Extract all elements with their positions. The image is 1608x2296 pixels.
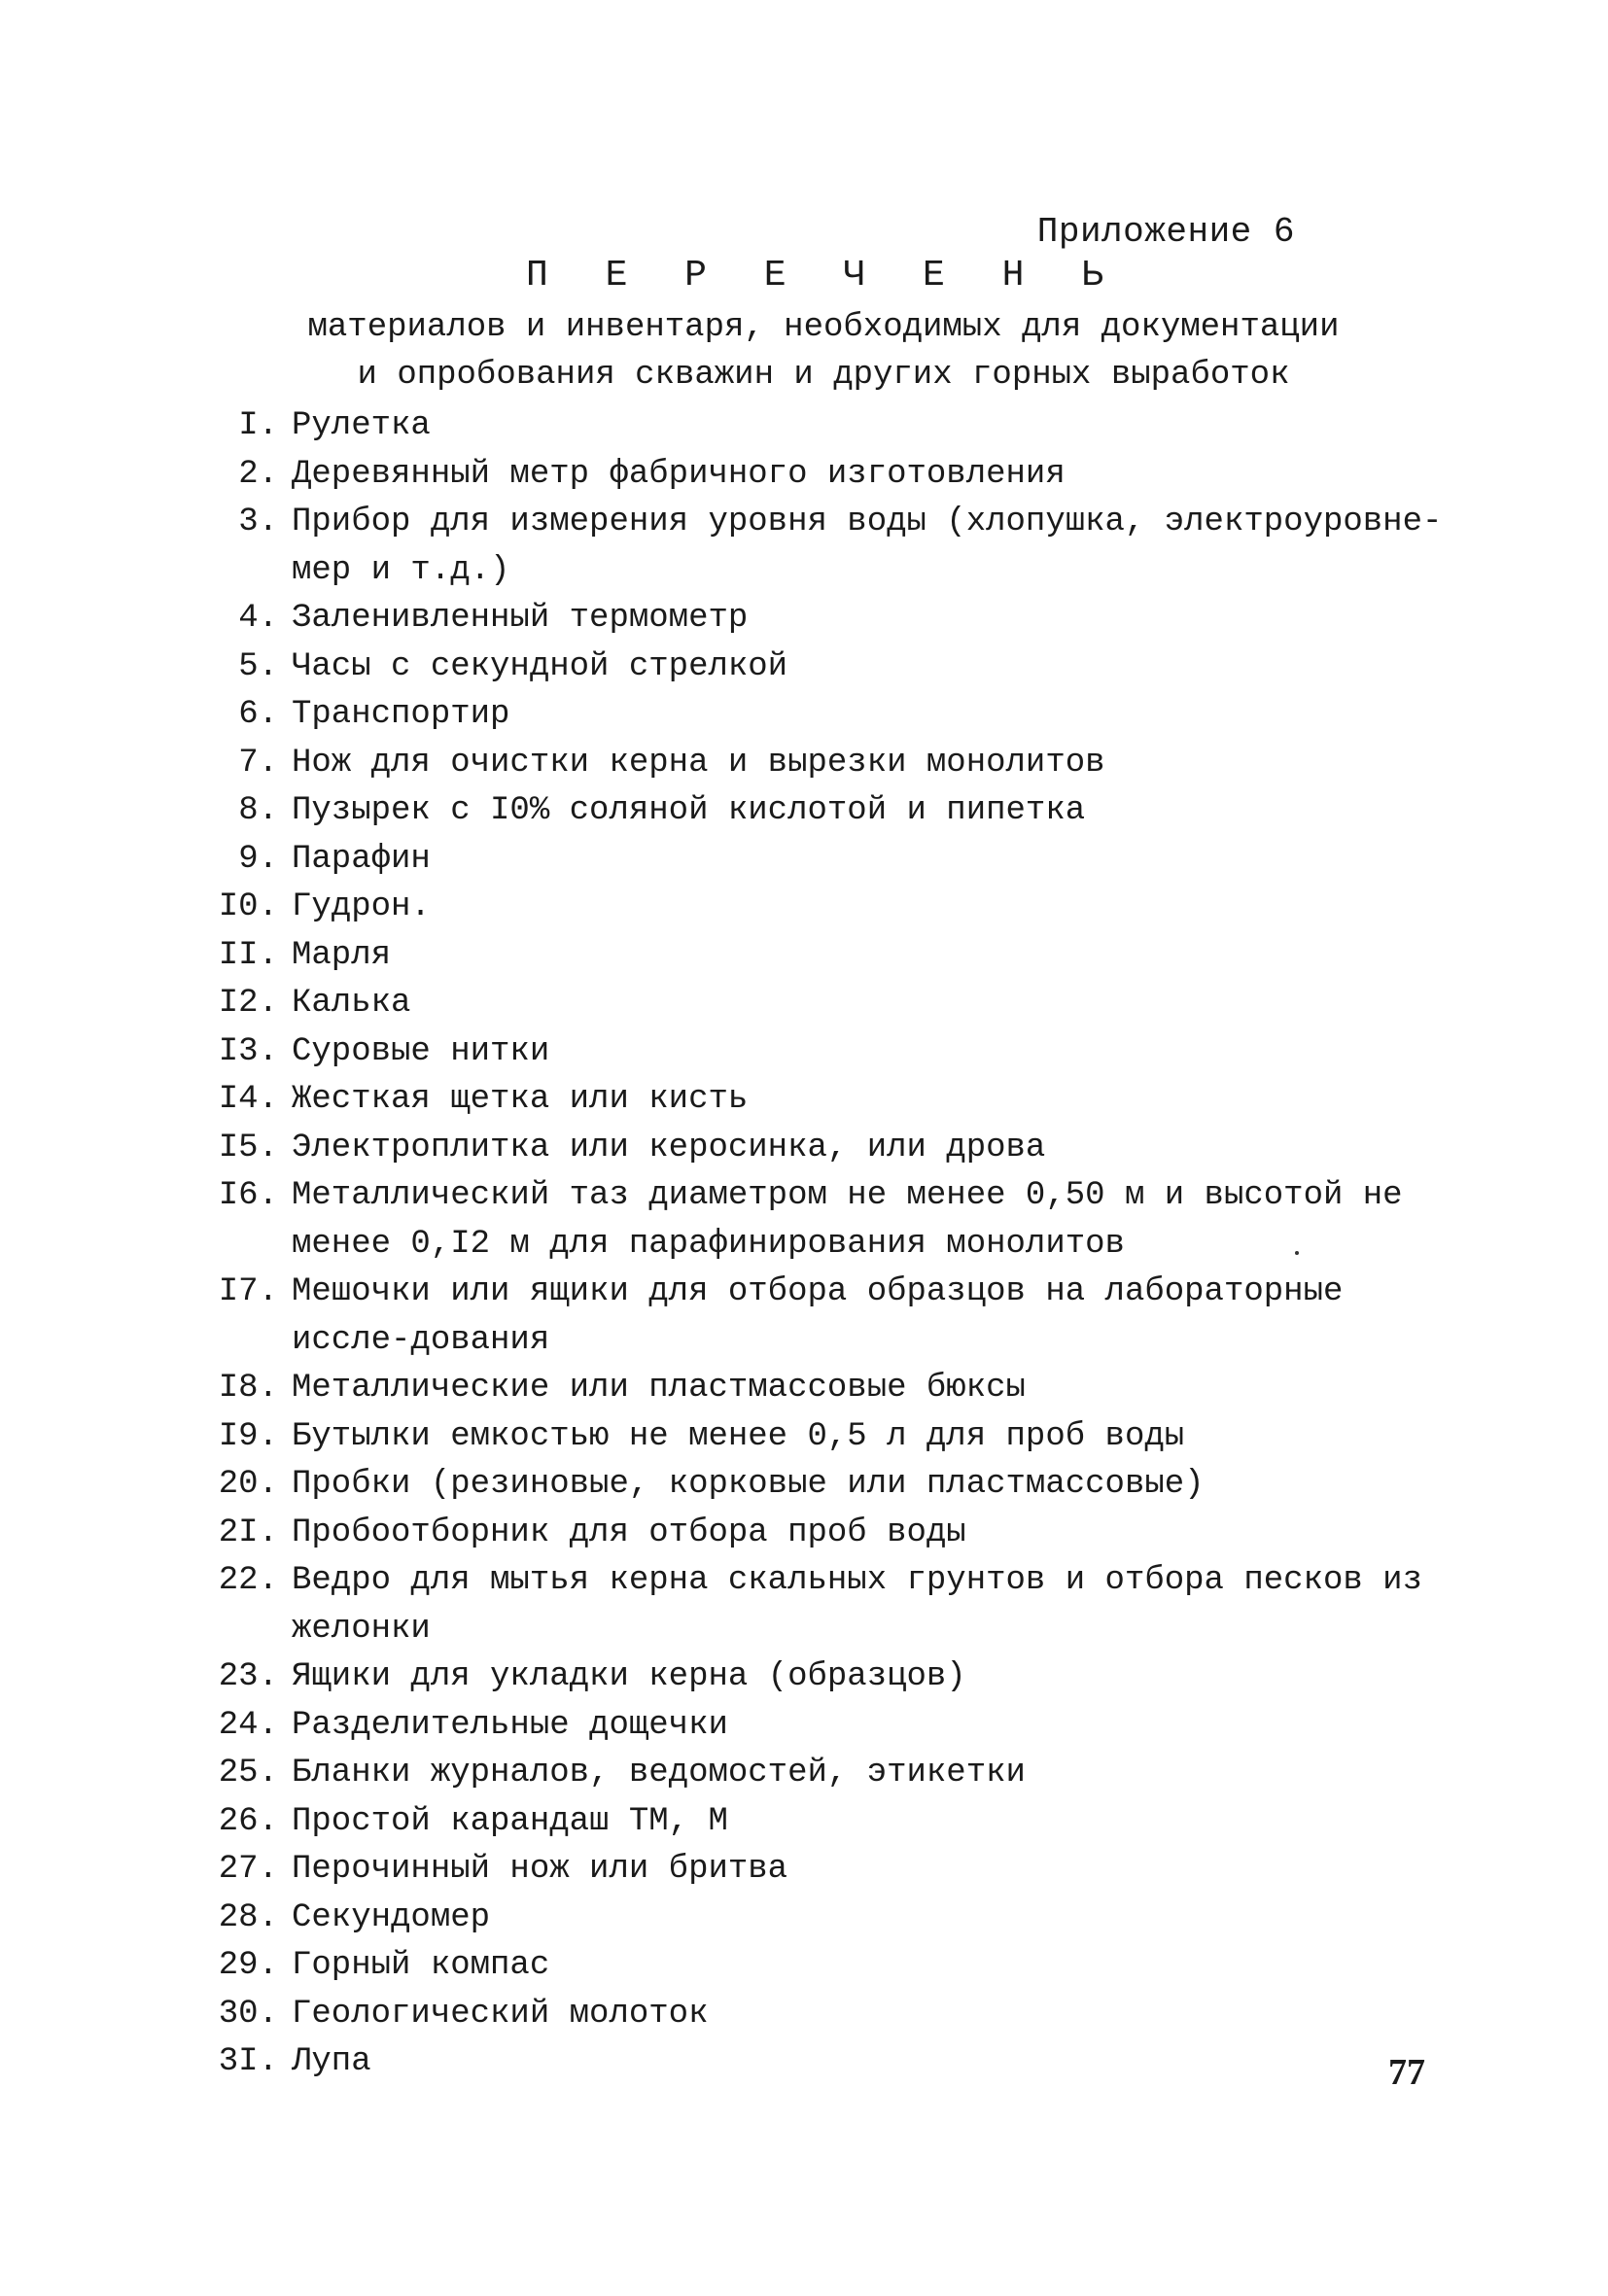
item-text: Ящики для укладки керна (образцов) — [292, 1658, 966, 1695]
item-text: Рулетка — [292, 407, 431, 444]
item-text: Нож для очистки керна и вырезки монолитов — [292, 744, 1105, 782]
list-item — [194, 1076, 1458, 1125]
list-item — [194, 787, 1458, 836]
materials-list — [194, 402, 1458, 2087]
item-number: 9. — [238, 840, 278, 878]
item-text: Секундомер — [292, 1898, 491, 1936]
item-text: Калька — [292, 985, 411, 1022]
list-item — [194, 1702, 1458, 1751]
list-item — [194, 451, 1458, 500]
list-item — [194, 1028, 1458, 1077]
item-number: 2. — [238, 455, 278, 493]
item-text: Жесткая щетка или кисть — [292, 1081, 749, 1118]
item-number: 24. — [218, 1706, 278, 1744]
item-text: Пузырек с I0% соляной кислотой и пипетка — [292, 792, 1086, 829]
item-number: 3I. — [218, 2043, 278, 2080]
list-item — [194, 1653, 1458, 1702]
list-item — [194, 644, 1458, 692]
list-item — [194, 1798, 1458, 1847]
item-number: I. — [238, 407, 278, 444]
item-number: I9. — [218, 1417, 278, 1455]
list-item — [194, 932, 1458, 981]
list-item — [194, 1846, 1458, 1895]
item-number: 7. — [238, 744, 278, 782]
list-item — [194, 2038, 1458, 2087]
item-number: 28. — [218, 1898, 278, 1936]
list-item — [194, 1413, 1458, 1462]
list-item — [194, 740, 1458, 788]
item-text: Транспортир — [292, 696, 510, 733]
item-number: I4. — [218, 1081, 278, 1118]
list-item — [194, 1991, 1458, 2039]
item-number: 5. — [238, 647, 278, 685]
subtitle-line-2: и опробования скважин и других горных выработок — [357, 357, 1290, 394]
item-text: Гудрон. — [292, 888, 431, 925]
item-text: Пробки (резиновые, корковые или пластмассовые) — [292, 1466, 1205, 1503]
item-text: Деревянный метр фабричного изготовления — [292, 455, 1066, 493]
scan-speck — [1295, 1251, 1299, 1255]
list-item — [194, 1557, 1458, 1653]
item-number: 25. — [218, 1755, 278, 1792]
item-number: I7. — [218, 1273, 278, 1310]
item-number: I3. — [218, 1032, 278, 1070]
item-text: Прибор для измерения уровня воды (хлопушка, электроуровне-мер и т.д.) — [292, 504, 1443, 589]
item-number: I2. — [218, 985, 278, 1022]
item-text: Мешочки или ящики для отбора образцов на лабораторные иссле-дования — [292, 1273, 1344, 1359]
item-text: Разделительные дощечки — [292, 1706, 728, 1744]
item-text: Лупа — [292, 2043, 371, 2080]
item-number: 26. — [218, 1802, 278, 1840]
list-item — [194, 836, 1458, 885]
page-title: П Е Р Е Ч Е Н Ь — [525, 255, 1122, 296]
item-number: 6. — [238, 696, 278, 733]
list-item — [194, 1125, 1458, 1173]
item-number: II. — [218, 936, 278, 974]
item-number: I5. — [218, 1129, 278, 1166]
list-item — [194, 1269, 1458, 1365]
item-number: 20. — [218, 1466, 278, 1503]
item-number: 23. — [218, 1658, 278, 1695]
item-text: Перочинный нож или бритва — [292, 1851, 788, 1888]
list-item — [194, 1895, 1458, 1943]
item-number: 8. — [238, 792, 278, 829]
subtitle-line-1: материалов и инвентаря, необходимых для документации — [307, 309, 1340, 346]
list-item — [194, 1510, 1458, 1558]
item-number: 3. — [238, 504, 278, 540]
item-text: Металлический таз диаметром не менее 0,50 м и высотой не менее 0,I2 м для парафинирования монолитов — [292, 1177, 1403, 1263]
item-number: I8. — [218, 1370, 278, 1407]
list-item — [194, 1461, 1458, 1510]
list-item — [194, 884, 1458, 932]
item-text: Геологический молоток — [292, 1995, 709, 2033]
list-item — [194, 1942, 1458, 1991]
item-text: Суровые нитки — [292, 1032, 550, 1070]
item-number: 30. — [218, 1995, 278, 2033]
item-number: I6. — [218, 1177, 278, 1214]
item-number: 27. — [218, 1851, 278, 1888]
item-number: 29. — [218, 1947, 278, 1984]
item-text: Металлические или пластмассовые бюксы — [292, 1370, 1026, 1407]
page-number: 77 — [1388, 2052, 1425, 2093]
item-text: Бутылки емкостью не менее 0,5 л для проб воды — [292, 1417, 1185, 1455]
item-text: Простой карандаш ТМ, М — [292, 1802, 728, 1840]
item-text: Ведро для мытья керна скальных грунтов и отбора песков из желонки — [292, 1562, 1422, 1648]
list-item — [194, 1750, 1458, 1798]
item-number: 4. — [238, 600, 278, 637]
item-text: Электроплитка или керосинка, или дрова — [292, 1129, 1046, 1166]
item-text: Парафин — [292, 840, 431, 878]
list-item — [194, 980, 1458, 1028]
item-text: Марля — [292, 936, 392, 974]
item-text: Заленивленный термометр — [292, 600, 749, 637]
list-item — [194, 691, 1458, 740]
list-item — [194, 1172, 1458, 1269]
item-text: Бланки журналов, ведомостей, этикетки — [292, 1755, 1026, 1792]
item-text: Горный компас — [292, 1947, 550, 1984]
list-item — [194, 595, 1458, 644]
list-item — [194, 499, 1458, 595]
appendix-label: Приложение 6 — [1036, 212, 1295, 252]
list-item — [194, 1365, 1458, 1413]
item-text: Часы с секундной стрелкой — [292, 647, 788, 685]
list-item — [194, 402, 1458, 451]
item-text: Пробоотборник для отбора проб воды — [292, 1513, 966, 1551]
item-number: 22. — [218, 1562, 278, 1599]
item-number: I0. — [218, 888, 278, 925]
item-number: 2I. — [218, 1513, 278, 1551]
